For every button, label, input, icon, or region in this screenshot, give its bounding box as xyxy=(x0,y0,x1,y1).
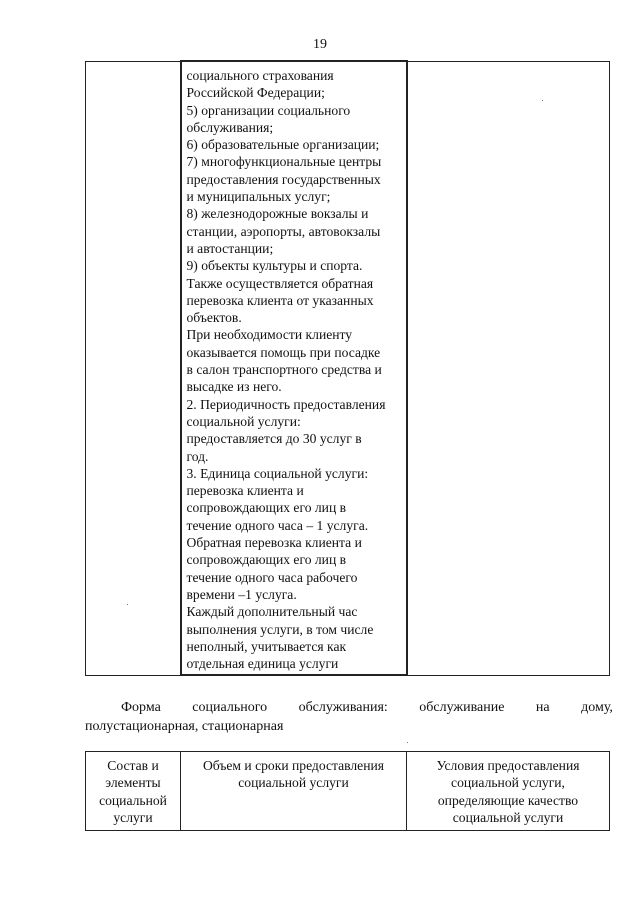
service-conditions-cell xyxy=(407,61,610,675)
scan-speck xyxy=(542,100,543,101)
scan-speck xyxy=(127,604,128,605)
form-word: обслуживание xyxy=(419,700,505,715)
table-row xyxy=(86,61,610,675)
text-line: 7) многофункциональные центры xyxy=(186,154,382,170)
text-line: оказывается помощь при посадке xyxy=(186,344,381,360)
text-line: сопровождающих его лиц в xyxy=(186,552,347,568)
service-description-table xyxy=(85,60,610,676)
text-line: и автостанции; xyxy=(186,240,274,256)
page-number: 19 xyxy=(313,37,327,52)
service-form-line-2: полустационарная, стационарная xyxy=(85,719,284,734)
text-line: обслуживания; xyxy=(186,119,274,135)
header-line: Состав и xyxy=(107,758,159,773)
header-cell-conditions xyxy=(407,752,610,831)
service-form-line xyxy=(85,698,613,717)
scan-speck xyxy=(407,742,408,743)
header-line: элементы xyxy=(105,775,161,791)
text-line: предоставляется до 30 услуг в xyxy=(186,431,362,447)
form-word: дому, xyxy=(581,700,613,715)
header-line: Условия предоставления xyxy=(436,758,580,773)
text-line: времени –1 услуга. xyxy=(186,586,297,602)
text-line: перевозка клиента и xyxy=(186,483,304,499)
service-form-paragraph xyxy=(85,698,613,736)
text-line: сопровождающих его лиц в xyxy=(186,500,347,516)
text-line: Обратная перевозка клиента и xyxy=(186,535,362,551)
text-line: выполнения услуги, в том числе xyxy=(186,621,374,637)
text-line: При необходимости клиенту xyxy=(186,327,353,343)
text-line: 8) железнодорожные вокзалы и xyxy=(186,206,369,222)
header-line: социальной услуги, xyxy=(451,775,565,791)
text-line: 9) объекты культуры и спорта. xyxy=(186,258,363,274)
header-cell-composition xyxy=(86,752,181,831)
text-line: 5) организации социального xyxy=(186,102,351,118)
text-line: течение одного часа – 1 услуга. xyxy=(186,517,369,533)
text-line: высадке из него. xyxy=(186,379,282,395)
header-line: социальной xyxy=(99,792,167,808)
text-line: 6) образовательные организации; xyxy=(186,137,380,153)
text-line: и муниципальных услуг; xyxy=(186,189,331,205)
header-text-volume xyxy=(181,752,406,796)
text-line: в салон транспортного средства и xyxy=(186,362,382,378)
header-line: Объем и сроки предоставления xyxy=(202,758,385,773)
service-elements-cell xyxy=(86,61,181,675)
form-word: обслуживания: xyxy=(298,700,388,715)
text-line: Каждый дополнительный час xyxy=(186,604,358,620)
text-line: год. xyxy=(186,448,209,464)
header-line: социальной услуги xyxy=(452,809,564,825)
header-text-composition xyxy=(86,752,180,830)
form-word: социального xyxy=(192,700,268,715)
header-line: услуги xyxy=(113,809,153,825)
text-line: 2. Периодичность предоставления xyxy=(186,396,386,412)
text-line: социальной услуги: xyxy=(186,413,301,429)
table-header-row xyxy=(86,752,610,831)
header-cell-volume xyxy=(181,752,407,831)
service-volume-cell xyxy=(181,61,407,675)
header-line: определяющие качество xyxy=(437,792,579,808)
header-text-conditions xyxy=(407,752,609,830)
service-volume-text xyxy=(182,62,406,674)
text-line: предоставления государственных xyxy=(186,171,381,187)
text-line: 3. Единица социальной услуги: xyxy=(186,465,369,481)
text-line: Российской Федерации; xyxy=(186,85,325,101)
service-header-table xyxy=(85,751,610,831)
header-line: социальной услуги xyxy=(238,775,349,791)
text-line: перевозка клиента от указанных xyxy=(186,292,374,308)
text-line: социального страхования xyxy=(186,68,334,83)
text-line: отдельная единица услуги xyxy=(186,656,339,672)
text-line: течение одного часа рабочего xyxy=(186,569,358,585)
text-line: станции, аэропорты, автовокзалы xyxy=(186,223,381,239)
text-line: объектов. xyxy=(186,310,242,326)
text-line: неполный, учитывается как xyxy=(186,638,347,654)
text-line: Также осуществляется обратная xyxy=(186,275,374,291)
form-word: на xyxy=(535,700,550,715)
form-word: Форма xyxy=(121,700,161,715)
